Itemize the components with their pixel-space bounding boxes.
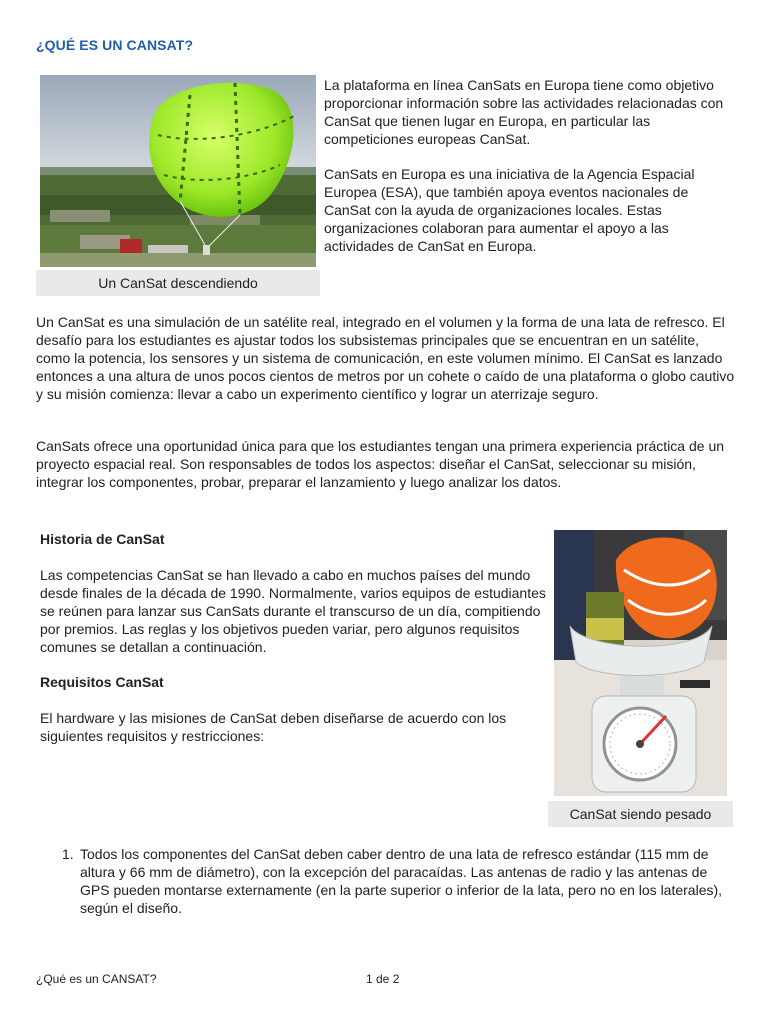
list-item-number: 1.: [62, 846, 74, 862]
page-number: 1 de 2: [366, 972, 400, 986]
list-item: [62, 845, 732, 917]
history-paragraph: Las competencias CanSat se han llevado a cabo en muchos países del mundo desde finales de la década de 1990. Normalmente, varios equipos de estudiantes se reúnen para lanzar sus CanSats durante el transcurso de un día, compitiendo por premios. Las reglas y los objetivos pueden variar, pero algunos requisitos comunes se detallan a continuación.: [40, 567, 546, 655]
intro-paragraph-2: CanSats en Europa es una iniciativa de la Agencia Espacial Europea (ESA), que también apoya eventos nacionales de CanSat con la ayuda de organizaciones locales. Estas organizaciones colaboran para aumentar el apoyo a las actividades de CanSat en Europa.: [324, 166, 695, 254]
list-item-text: Todos los componentes del CanSat deben caber dentro de una lata de refresco estándar (115 mm de altura y 66 mm de diámetro), con la excepción del paracaídas. Las antenas de radio y las antenas de GPS pueden montarse externamente (en la parte superior o inferior de la lata, pero no en los laterales), según el diseño.: [80, 846, 723, 916]
page-title: ¿QUÉ ES UN CANSAT?: [36, 37, 194, 53]
footer-title: ¿Qué es un CANSAT?: [36, 972, 157, 986]
scale-photo-caption: CanSat siendo pesado: [548, 801, 733, 827]
body-paragraph-1: Un CanSat es una simulación de un satélite real, integrado en el volumen y la forma de una lata de refresco. El desafío para los estudiantes es ajustar todos los subsistemas principales que se encuentran en un satélite, como la potencia, los sensores y un sistema de comunicación, en este volumen mínimo. El CanSat es lanzado entonces a una altura de unos pocos cientos de metros por un cohete o caído de una plataforma o globo cautivo y su misión comienza: llevar a cabo un experimento científico y lograr un aterrizaje seguro.: [36, 314, 735, 402]
requirements-list: [62, 845, 732, 917]
scale-photo: [554, 530, 727, 796]
history-heading: Historia de CanSat: [40, 531, 165, 547]
body-paragraph-2: CanSats ofrece una oportunidad única para que los estudiantes tengan una primera experiencia práctica de un proyecto espacial real. Son responsables de todos los aspectos: diseñar el CanSat, seleccionar su misión, integrar los componentes, probar, preparar el lanzamiento y luego analizar los datos.: [36, 438, 725, 490]
parachute-photo: [40, 75, 316, 267]
intro-paragraph-1: La plataforma en línea CanSats en Europa tiene como objetivo proporcionar información sobre las actividades relacionadas con CanSat que tienen lugar en Europa, en particular las competiciones europeas CanSat.: [324, 77, 724, 147]
requirements-heading: Requisitos CanSat: [40, 674, 164, 690]
parachute-photo-caption: Un CanSat descendiendo: [36, 270, 320, 296]
requirements-intro: El hardware y las misiones de CanSat deben diseñarse de acuerdo con los siguientes requisitos y restricciones:: [40, 710, 507, 744]
